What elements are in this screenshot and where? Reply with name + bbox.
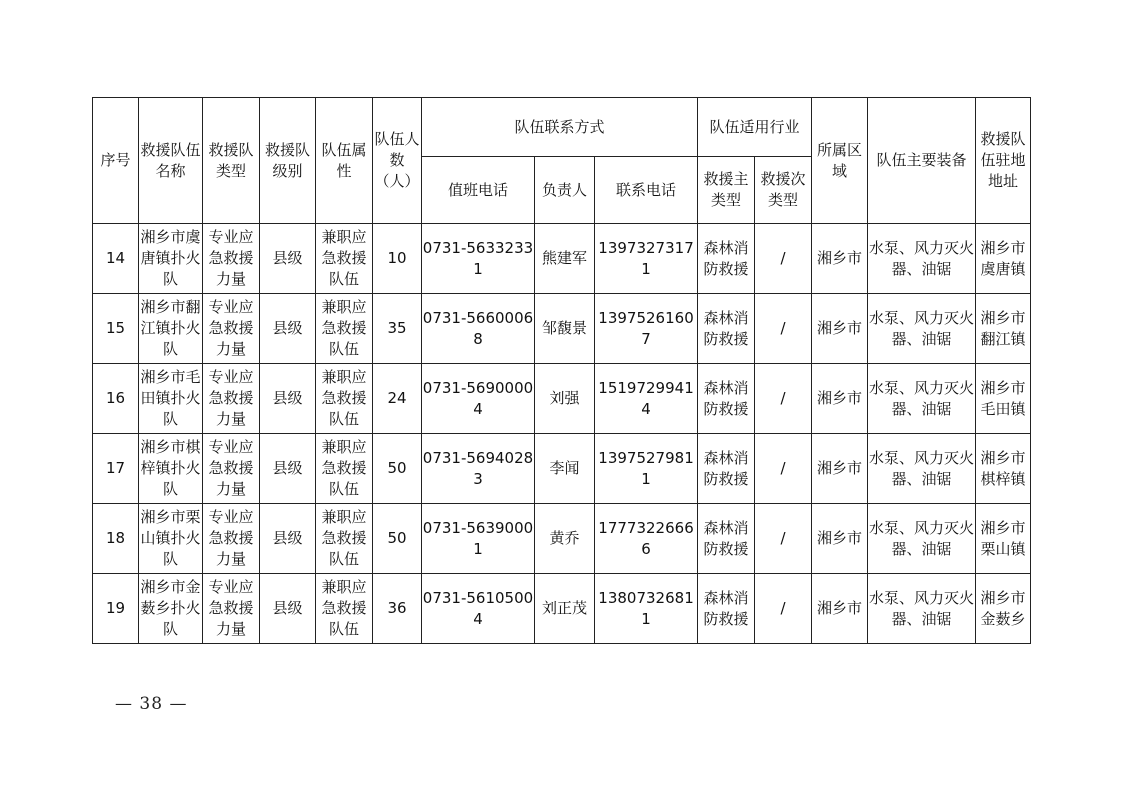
cell-team-attribute: 兼职应急救援队伍 bbox=[316, 504, 373, 574]
cell-team-name: 湘乡市毛田镇扑火队 bbox=[139, 364, 203, 434]
cell-contact-phone: 13975261607 bbox=[595, 294, 698, 364]
cell-duty-phone: 0731-56332331 bbox=[422, 224, 535, 294]
cell-leader: 熊建军 bbox=[535, 224, 595, 294]
header-seq: 序号 bbox=[93, 98, 139, 224]
cell-team-name: 湘乡市虞唐镇扑火队 bbox=[139, 224, 203, 294]
cell-team-type: 专业应急救援力量 bbox=[203, 294, 260, 364]
cell-team-count: 10 bbox=[373, 224, 422, 294]
header-team-name: 救援队伍名称 bbox=[139, 98, 203, 224]
cell-address: 湘乡市棋梓镇 bbox=[976, 434, 1031, 504]
cell-team-type: 专业应急救援力量 bbox=[203, 574, 260, 644]
cell-contact-phone: 17773226666 bbox=[595, 504, 698, 574]
cell-address: 湘乡市栗山镇 bbox=[976, 504, 1031, 574]
cell-seq: 19 bbox=[93, 574, 139, 644]
cell-sub-type: / bbox=[755, 224, 812, 294]
cell-sub-type: / bbox=[755, 504, 812, 574]
header-team-type: 救援队类型 bbox=[203, 98, 260, 224]
cell-duty-phone: 0731-56390001 bbox=[422, 504, 535, 574]
table-row bbox=[93, 364, 1031, 434]
cell-main-type: 森林消防救援 bbox=[698, 224, 755, 294]
cell-duty-phone: 0731-56940283 bbox=[422, 434, 535, 504]
cell-team-name: 湘乡市栗山镇扑火队 bbox=[139, 504, 203, 574]
cell-leader: 黄乔 bbox=[535, 504, 595, 574]
cell-team-name: 湘乡市棋梓镇扑火队 bbox=[139, 434, 203, 504]
cell-team-level: 县级 bbox=[260, 504, 316, 574]
page-number: — 38 — bbox=[115, 694, 188, 714]
cell-leader: 李闻 bbox=[535, 434, 595, 504]
table-row bbox=[93, 294, 1031, 364]
table-row bbox=[93, 574, 1031, 644]
cell-seq: 18 bbox=[93, 504, 139, 574]
cell-team-attribute: 兼职应急救援队伍 bbox=[316, 574, 373, 644]
cell-region: 湘乡市 bbox=[812, 434, 868, 504]
cell-team-type: 专业应急救援力量 bbox=[203, 434, 260, 504]
cell-equipment: 水泵、风力灭火器、油锯 bbox=[868, 224, 976, 294]
cell-team-attribute: 兼职应急救援队伍 bbox=[316, 364, 373, 434]
cell-team-name: 湘乡市翻江镇扑火队 bbox=[139, 294, 203, 364]
cell-team-count: 24 bbox=[373, 364, 422, 434]
cell-seq: 15 bbox=[93, 294, 139, 364]
cell-contact-phone: 13807326811 bbox=[595, 574, 698, 644]
cell-region: 湘乡市 bbox=[812, 364, 868, 434]
cell-region: 湘乡市 bbox=[812, 224, 868, 294]
cell-region: 湘乡市 bbox=[812, 294, 868, 364]
cell-seq: 17 bbox=[93, 434, 139, 504]
cell-equipment: 水泵、风力灭火器、油锯 bbox=[868, 434, 976, 504]
cell-contact-phone: 13973273171 bbox=[595, 224, 698, 294]
cell-team-count: 35 bbox=[373, 294, 422, 364]
table-row bbox=[93, 434, 1031, 504]
header-industry-group: 队伍适用行业 bbox=[698, 98, 812, 157]
cell-team-level: 县级 bbox=[260, 364, 316, 434]
cell-duty-phone: 0731-56900004 bbox=[422, 364, 535, 434]
cell-address: 湘乡市毛田镇 bbox=[976, 364, 1031, 434]
cell-leader: 邹馥景 bbox=[535, 294, 595, 364]
cell-duty-phone: 0731-56600068 bbox=[422, 294, 535, 364]
rescue-team-table bbox=[92, 97, 1031, 644]
cell-address: 湘乡市翻江镇 bbox=[976, 294, 1031, 364]
cell-main-type: 森林消防救援 bbox=[698, 294, 755, 364]
cell-equipment: 水泵、风力灭火器、油锯 bbox=[868, 294, 976, 364]
header-equipment: 队伍主要装备 bbox=[868, 98, 976, 224]
table-row bbox=[93, 504, 1031, 574]
header-contact-phone: 联系电话 bbox=[595, 157, 698, 224]
cell-contact-phone: 15197299414 bbox=[595, 364, 698, 434]
cell-leader: 刘强 bbox=[535, 364, 595, 434]
header-row-1 bbox=[93, 98, 1031, 157]
cell-team-attribute: 兼职应急救援队伍 bbox=[316, 434, 373, 504]
cell-team-type: 专业应急救援力量 bbox=[203, 504, 260, 574]
cell-team-level: 县级 bbox=[260, 574, 316, 644]
header-duty-phone: 值班电话 bbox=[422, 157, 535, 224]
cell-address: 湘乡市虞唐镇 bbox=[976, 224, 1031, 294]
header-leader: 负责人 bbox=[535, 157, 595, 224]
cell-team-attribute: 兼职应急救援队伍 bbox=[316, 224, 373, 294]
cell-address: 湘乡市金薮乡 bbox=[976, 574, 1031, 644]
header-team-attribute: 队伍属性 bbox=[316, 98, 373, 224]
cell-seq: 14 bbox=[93, 224, 139, 294]
cell-team-count: 50 bbox=[373, 434, 422, 504]
cell-equipment: 水泵、风力灭火器、油锯 bbox=[868, 504, 976, 574]
cell-duty-phone: 0731-56105004 bbox=[422, 574, 535, 644]
table-row bbox=[93, 224, 1031, 294]
header-team-level: 救援队级别 bbox=[260, 98, 316, 224]
cell-main-type: 森林消防救援 bbox=[698, 504, 755, 574]
cell-leader: 刘正茂 bbox=[535, 574, 595, 644]
cell-team-level: 县级 bbox=[260, 434, 316, 504]
header-team-count: 队伍人数（人） bbox=[373, 98, 422, 224]
cell-seq: 16 bbox=[93, 364, 139, 434]
cell-region: 湘乡市 bbox=[812, 504, 868, 574]
header-main-type: 救援主类型 bbox=[698, 157, 755, 224]
cell-main-type: 森林消防救援 bbox=[698, 574, 755, 644]
header-address: 救援队伍驻地地址 bbox=[976, 98, 1031, 224]
header-sub-type: 救援次类型 bbox=[755, 157, 812, 224]
cell-sub-type: / bbox=[755, 434, 812, 504]
cell-team-type: 专业应急救援力量 bbox=[203, 224, 260, 294]
cell-team-level: 县级 bbox=[260, 224, 316, 294]
cell-sub-type: / bbox=[755, 294, 812, 364]
cell-main-type: 森林消防救援 bbox=[698, 364, 755, 434]
cell-team-level: 县级 bbox=[260, 294, 316, 364]
cell-region: 湘乡市 bbox=[812, 574, 868, 644]
cell-sub-type: / bbox=[755, 574, 812, 644]
cell-equipment: 水泵、风力灭火器、油锯 bbox=[868, 574, 976, 644]
cell-equipment: 水泵、风力灭火器、油锯 bbox=[868, 364, 976, 434]
cell-team-type: 专业应急救援力量 bbox=[203, 364, 260, 434]
cell-contact-phone: 13975279811 bbox=[595, 434, 698, 504]
cell-sub-type: / bbox=[755, 364, 812, 434]
header-region: 所属区域 bbox=[812, 98, 868, 224]
cell-team-count: 50 bbox=[373, 504, 422, 574]
header-contact-group: 队伍联系方式 bbox=[422, 98, 698, 157]
cell-main-type: 森林消防救援 bbox=[698, 434, 755, 504]
cell-team-count: 36 bbox=[373, 574, 422, 644]
cell-team-attribute: 兼职应急救援队伍 bbox=[316, 294, 373, 364]
cell-team-name: 湘乡市金薮乡扑火队 bbox=[139, 574, 203, 644]
